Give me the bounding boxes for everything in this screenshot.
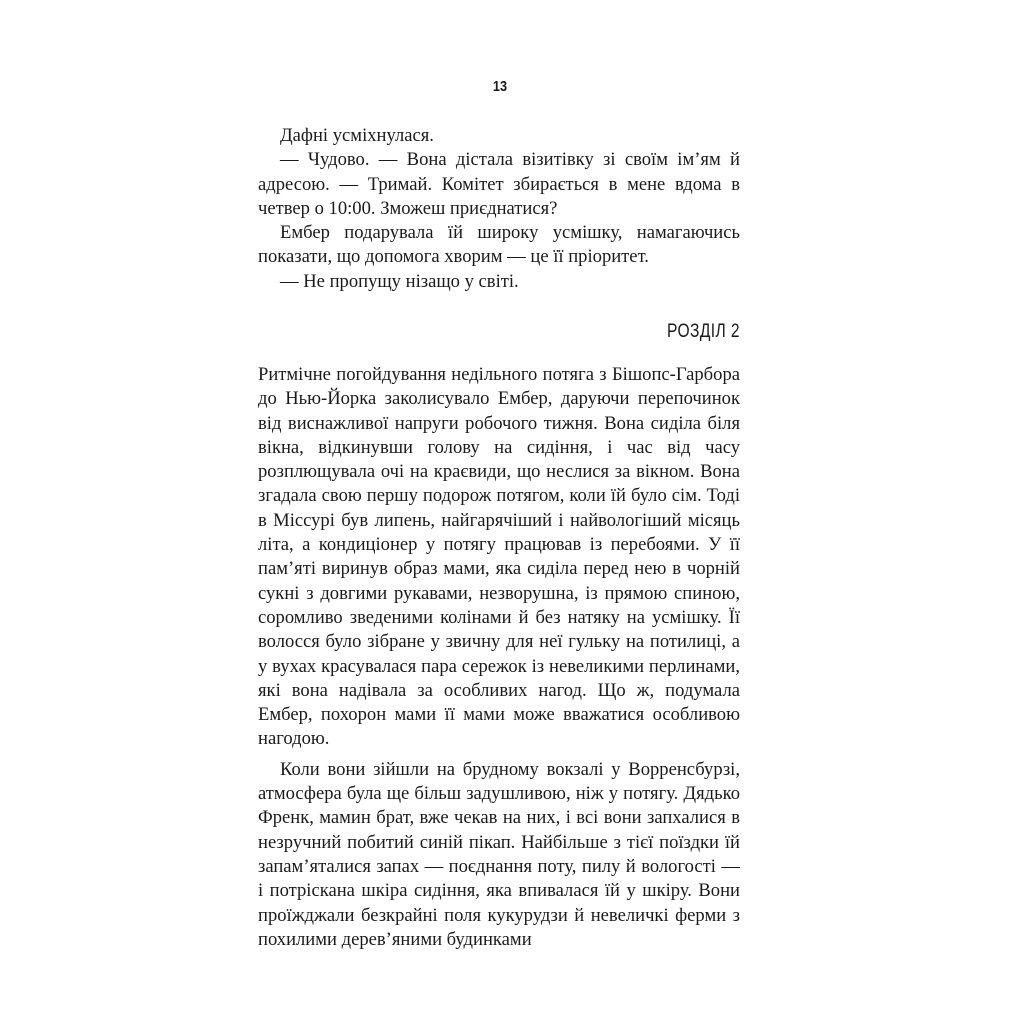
chapter-paragraph-1: Ритмічне погойдування недільного потяга з Бішопс-Гарбора до Нью-Йорка заколисувало Ембер, даруючи перепочинок від виснажливої напруги робочого тижня. Вона сиділа біля вікна, відкинувши голову на сидіння, і час від часу розплющувала очі на краєвиди, що неслися за вікном. Вона згадала свою першу подорож потягом, коли їй було сім. Тоді в Міссурі був липень, найгарячіший і найвологіший місяць літа, а кондиціонер у потягу працював із перебоями. У її пам’яті виринув образ мами, яка сиділа перед нею в чорній сукні з довгими рукавами, незворушна, із прямою спиною, соромливо зведеними колінами й без натяку на усмішку. Її волосся було зібране у звичну для неї гульку на потилиці, а у вухах красувалася пара сережок із невеликими перлинами, які вона надівала за особливих нагод. Що ж, подумала Ембер, похорон мами її мами може вважатися особливою нагодою. [258, 364, 740, 750]
chapter-heading-text: РОЗДІЛ 2 [667, 321, 740, 342]
chapter-body [258, 363, 740, 952]
page-number: 13 [492, 78, 508, 95]
chapter-heading [258, 321, 740, 343]
intro-paragraph-1: Дафні усміхнулася. [280, 125, 434, 146]
intro-paragraph-4: — Не пропущу нізащо у світі. [280, 270, 519, 292]
chapter-paragraph-2: Коли вони зійшли на брудному вокзалі у Ворренсбурзі, атмосфера була ще більш задушливою, ніж у потягу. Дядько Френк, мамин брат, вже чекав на них, і всі вони запхалися в незручний побитий синій пікап. Найбільше з тієї поїздки їй запам’яталися запах — поєднання поту, пилу й вологості — і потріскана шкіра сидіння, яка впивалася їй у шкіру. Вони проїжджали безкрайні поля кукурудзи й невеличкі ферми з похилими дерев’яними будинками [258, 758, 740, 950]
intro-paragraph-3: Ембер подарувала їй широку усмішку, намагаючись показати, що допомога хворим — це її пріоритет. [258, 222, 740, 268]
intro-section [258, 124, 740, 294]
intro-paragraph-2: — Чудово. — Вона дістала візитівку зі своїм ім’ям й адресою. — Тримай. Комітет збирається в мене вдома в четвер о 10:00. Зможеш приєднатися? [258, 149, 740, 219]
